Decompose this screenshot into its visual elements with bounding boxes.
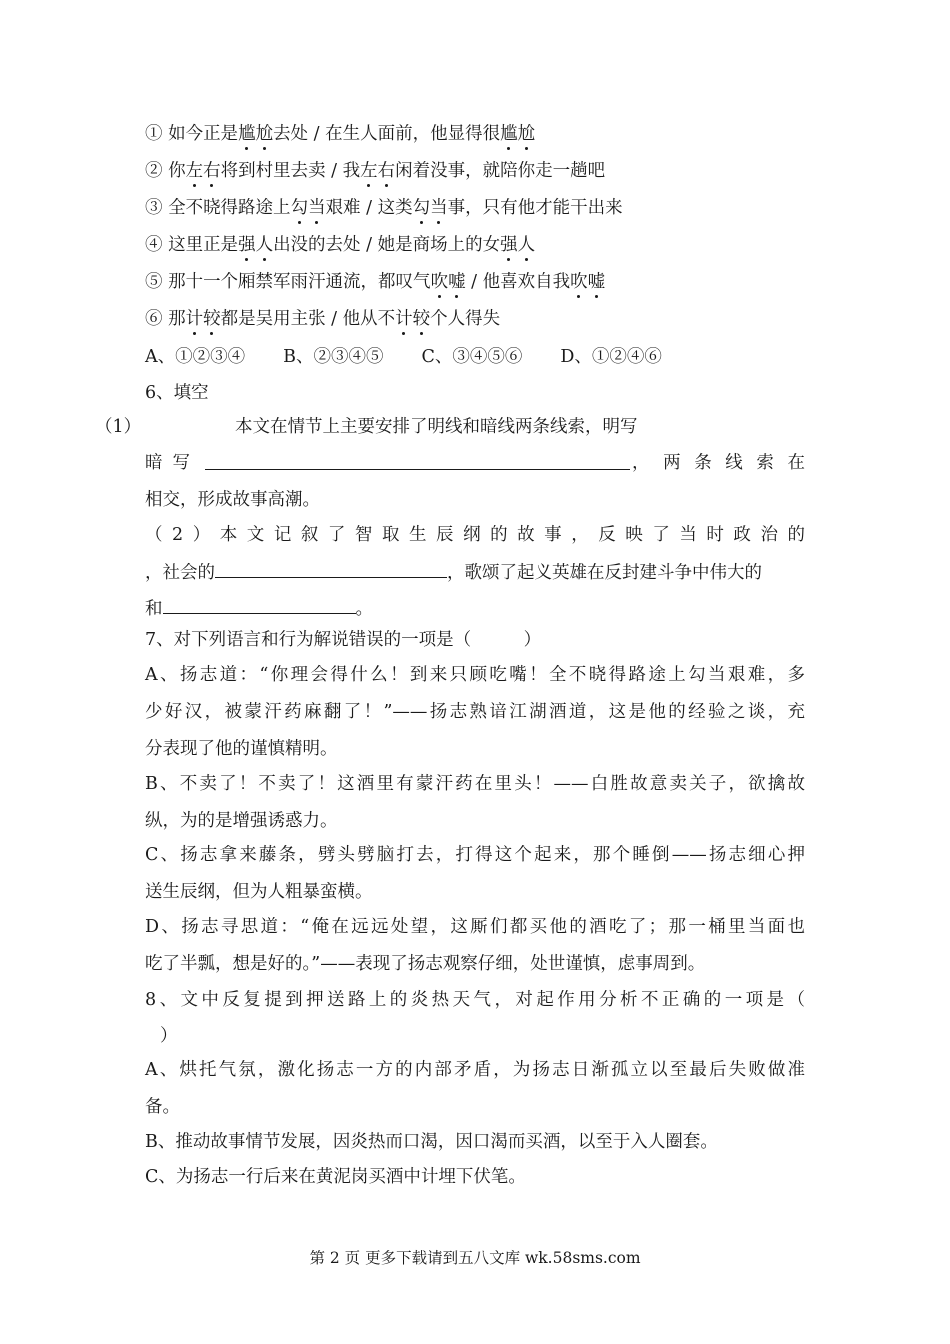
q7-stem: 7、对下列语言和行为解说错误的一项是（ ） [145, 630, 542, 650]
q7-d-line1: D、扬志寻思道：“俺在远远处望，这厮们都买他的酒吃了；那一桶里当面也 [145, 917, 805, 937]
q7-b-line2: 纵，为的是增强诱惑力。 [145, 811, 338, 831]
q7-c-line2: 送生辰纲，但为人粗暴蛮横。 [145, 882, 373, 902]
q6-part1-number: （1） [95, 417, 142, 437]
q7-c-line1: C、扬志拿来藤条，劈头劈脑打去，打得这个起来，那个睡倒——扬志细心押 [145, 845, 805, 865]
q7-a-line3: 分表现了他的谨慎精明。 [145, 739, 338, 759]
q8-c: C、为扬志一行后来在黄泥岗买酒中计埋下伏笔。 [145, 1167, 526, 1187]
q6-part2-line3: 和 。 [145, 595, 805, 621]
q6-blank-3[interactable] [163, 595, 356, 614]
q7-b-line1: B、不卖了！不卖了！这酒里有蒙汗药在里头！——白胜故意卖关子，欲擒故 [145, 774, 805, 794]
item-6: ⑥ 那计较都是吴用主张 / 他从不计较个人得失 [145, 309, 501, 329]
item-4: ④ 这里正是强人出没的去处 / 她是商场上的女强人 [145, 235, 536, 255]
option-a: A、①②③④ [145, 347, 246, 367]
item-2: ② 你左右将到村里去卖 / 我左右闲着没事，就陪你走一趟吧 [145, 161, 606, 181]
q8-b: B、推动故事情节发展，因炎热而口渴，因口渴而买酒，以至于入人圈套。 [145, 1132, 718, 1152]
q6-blank-2[interactable] [215, 559, 447, 578]
q8-stem-close: ） [160, 1026, 178, 1046]
q6-part2-line1: （2）本文记叙了智取生辰纲的故事，反映了当时政治的 [145, 525, 805, 545]
item-3: ③ 全不晓得路途上勾当艰难 / 这类勾当事，只有他才能干出来 [145, 198, 623, 218]
q8-a-line2: 备。 [145, 1097, 180, 1117]
q6-title: 6、填空 [145, 383, 209, 403]
item-5: ⑤ 那十一个厢禁军雨汗通流，都叹气吹嘘 / 他喜欢自我吹嘘 [145, 272, 606, 292]
q7-a-line2: 少好汉，被蒙汗药麻翻了！”——扬志熟谙江湖酒道，这是他的经验之谈，充 [145, 702, 805, 722]
q7-d-line2: 吃了半瓢，想是好的。”——表现了扬志观察仔细，处世谨慎，虑事周到。 [145, 954, 706, 974]
q6-dark-label: 暗写 [145, 453, 200, 473]
option-d: D、①②④⑥ [560, 347, 662, 367]
q7-a-line1: A、扬志道：“你理会得什么！到来只顾吃嘴！全不晓得路途上勾当艰难，多 [145, 665, 805, 685]
q6-part1-text: 本文在情节上主要安排了明线和暗线两条线索，明写 [235, 417, 638, 437]
q6-part1-line3: 相交，形成故事高潮。 [145, 490, 320, 510]
q5-options [145, 345, 805, 369]
q6-part1-line2-end: ，两条线索在 [632, 453, 805, 473]
q8-stem: 8、文中反复提到押送路上的炎热天气，对起作用分析不正确的一项是（ [145, 990, 805, 1010]
option-b: B、②③④⑤ [283, 347, 384, 367]
option-c: C、③④⑤⑥ [421, 347, 523, 367]
page-footer: 第 2 页 更多下载请到五八文库 wk.58sms.com [309, 1249, 641, 1267]
q8-a-line1: A、烘托气氛，激化扬志一方的内部矛盾，为扬志日渐孤立以至最后失败做准 [145, 1060, 805, 1080]
item-1: ① 如今正是尴尬去处 / 在生人面前，他显得很尴尬 [145, 124, 536, 144]
q6-blank-1[interactable] [205, 451, 630, 470]
q6-part2-line2: ，社会的 ，歌颂了起义英雄在反封建斗争中伟大的 [145, 559, 805, 585]
